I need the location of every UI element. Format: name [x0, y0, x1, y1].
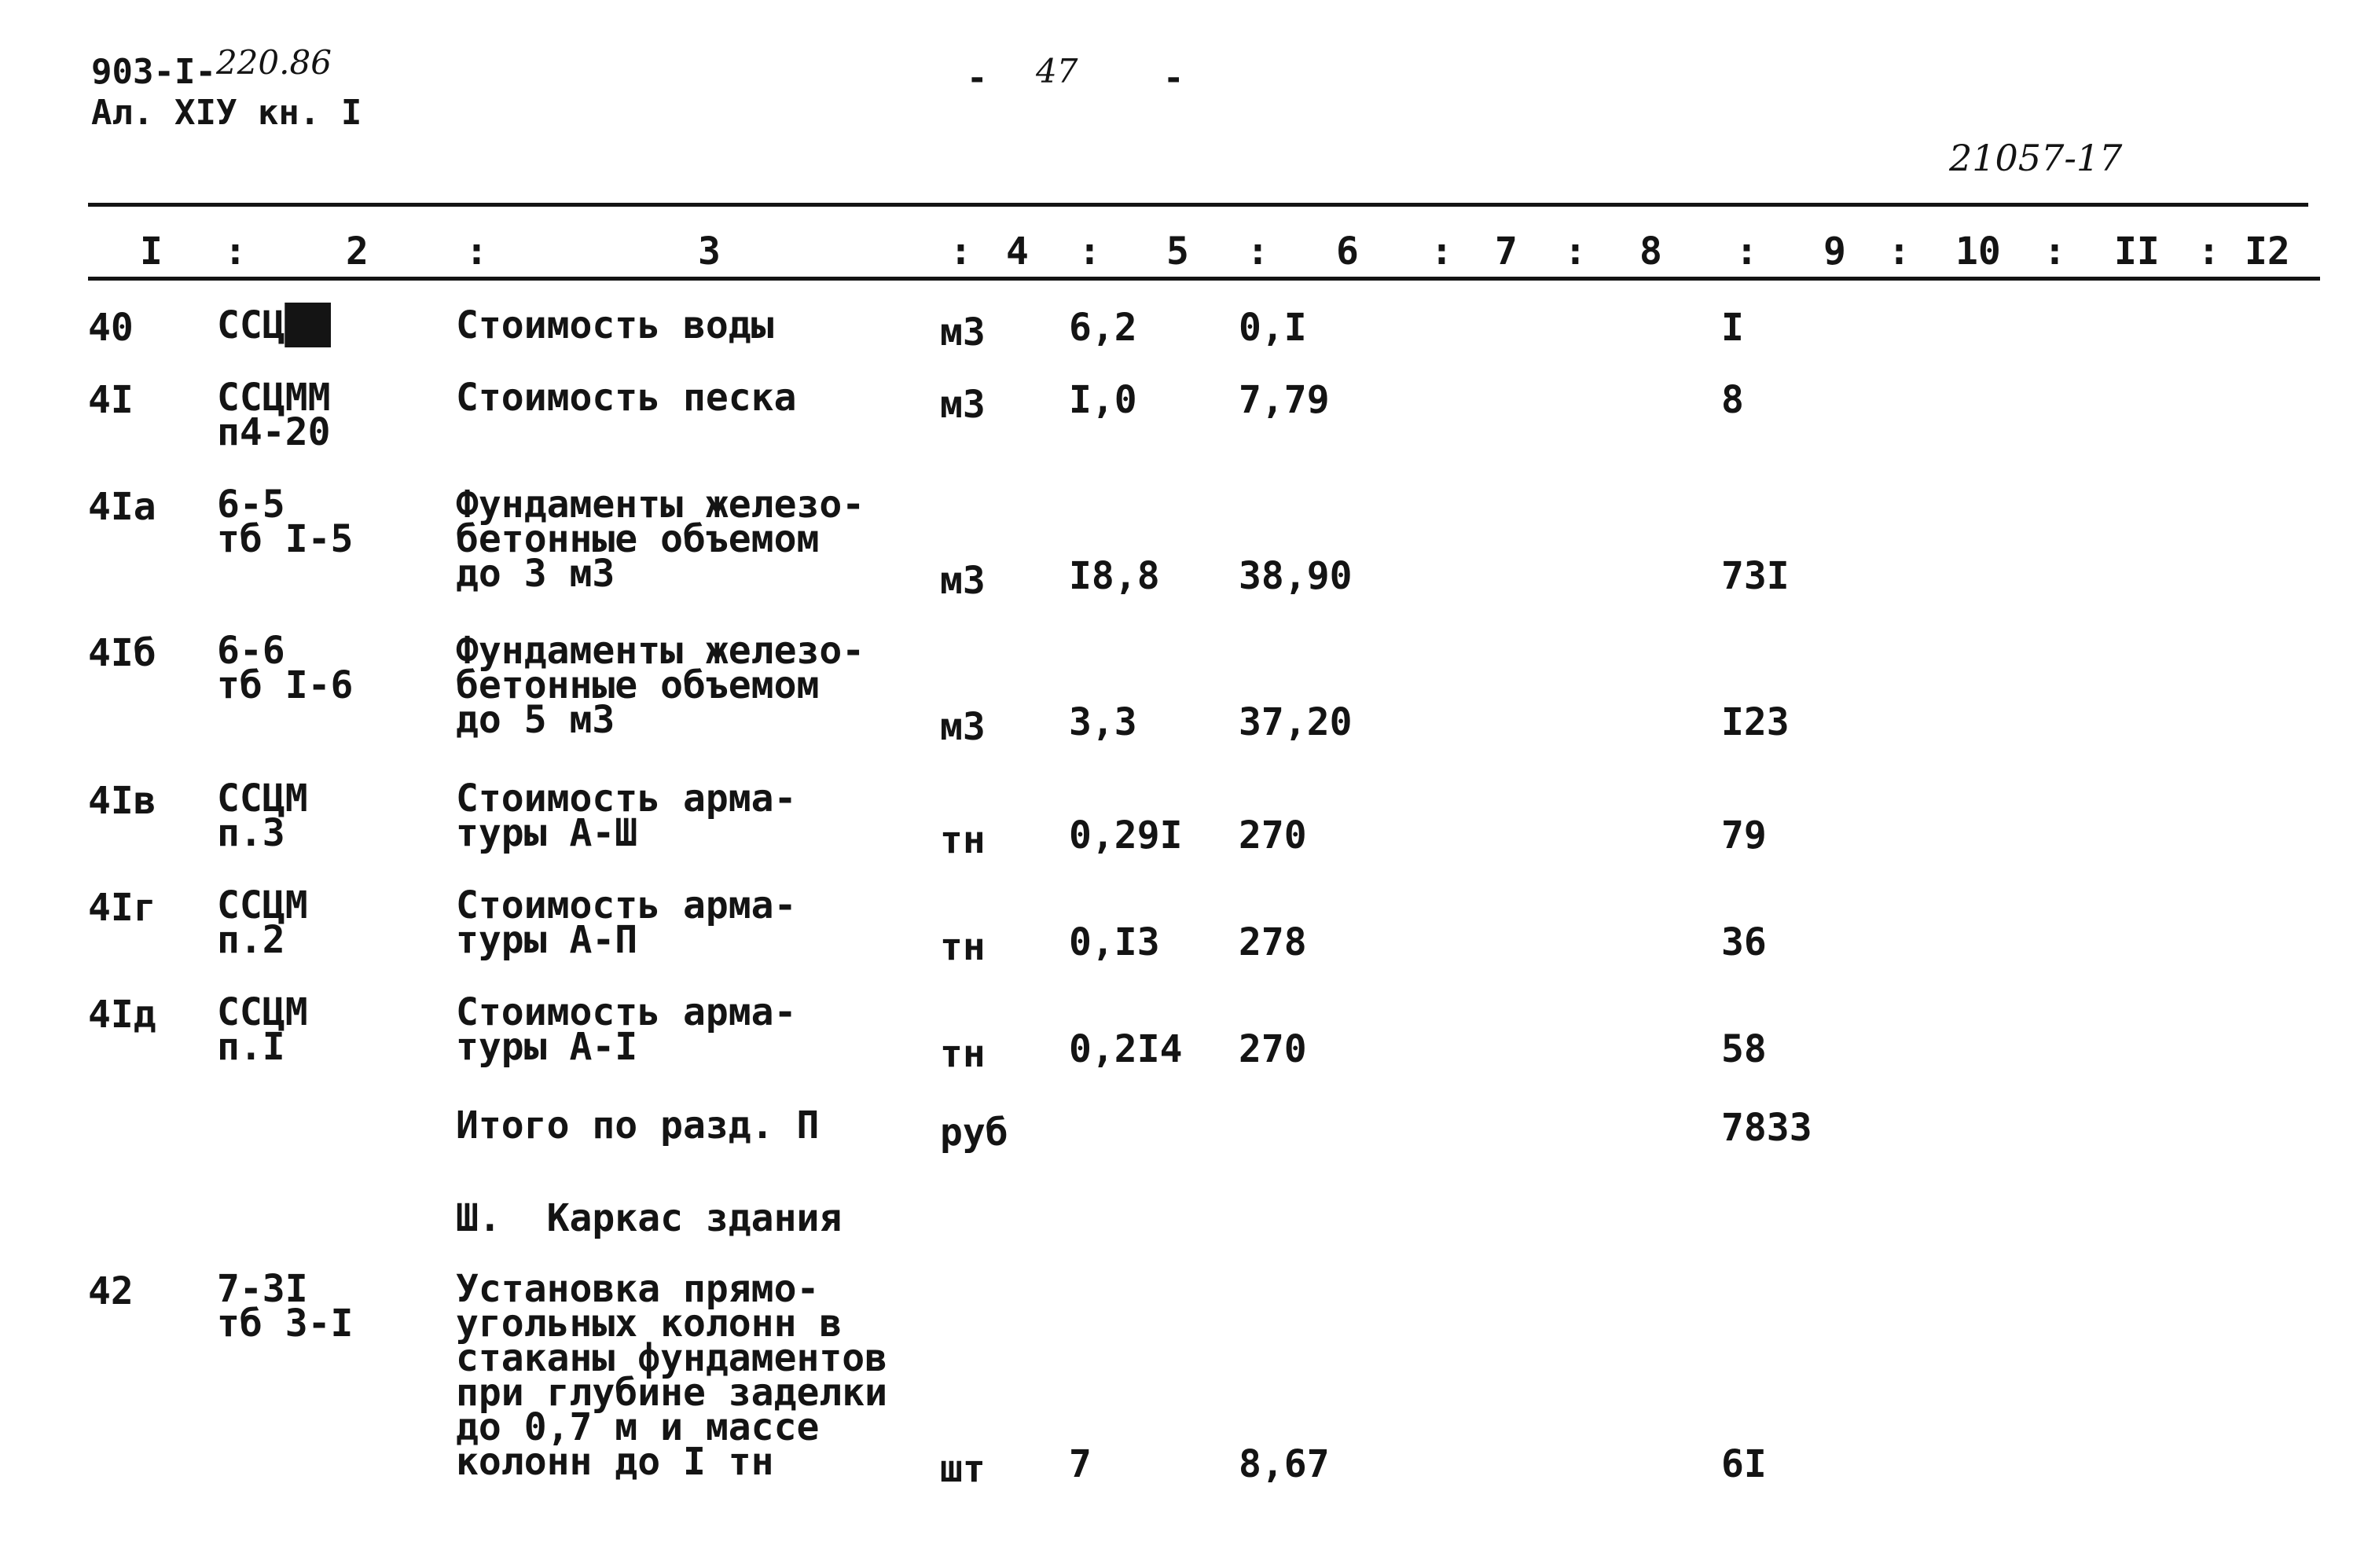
column-header-10: 10 [1955, 230, 2001, 274]
row-7-price: 270 [1239, 1027, 1307, 1071]
row-7-code: ССЦМ п.I [217, 990, 308, 1069]
row-7-qty: 0,2I4 [1069, 1027, 1183, 1071]
row-10-num: 42 [88, 1269, 134, 1313]
row-6-qty: 0,I3 [1069, 920, 1160, 964]
row-6-price: 278 [1239, 920, 1307, 964]
row-1-num: 40 [88, 306, 134, 350]
row-7-num: 4Iд [88, 993, 156, 1037]
row-1-code: ССЦ██ [217, 303, 331, 347]
column-separator: : [1078, 230, 1101, 274]
header-rule [88, 277, 2320, 281]
column-separator: : [465, 230, 488, 274]
column-header-9: 9 [1823, 230, 1846, 274]
row-4-total: I23 [1721, 700, 1790, 744]
column-separator: : [2197, 230, 2220, 274]
column-separator: : [224, 230, 247, 274]
row-2-num: 4I [88, 378, 134, 422]
row-3-unit: м3 [940, 559, 986, 603]
row-7-total: 58 [1721, 1027, 1767, 1071]
row-7-unit: тн [940, 1032, 986, 1076]
row-10-unit: шт [940, 1447, 986, 1491]
column-separator: : [1246, 230, 1269, 274]
doc-code-handwritten: 220.86 [215, 43, 332, 82]
row-6-code: ССЦМ п.2 [217, 883, 308, 962]
column-separator: : [1888, 230, 1911, 274]
column-header-11: II [2114, 230, 2160, 274]
row-10-price: 8,67 [1239, 1442, 1330, 1486]
row-4-code: 6-6 тб I-6 [217, 629, 354, 707]
page-number: 47 [1036, 52, 1078, 90]
row-8-total: 7833 [1721, 1106, 1812, 1150]
row-7-desc: Стоимость арма- туры А-I [456, 990, 797, 1069]
column-header-2: 2 [346, 230, 369, 274]
doc-code-prefix: 903-I- [91, 52, 216, 92]
column-header-7: 7 [1495, 230, 1518, 274]
row-10-qty: 7 [1069, 1442, 1092, 1486]
top-rule [88, 203, 2308, 207]
row-5-num: 4Iв [88, 779, 156, 823]
row-6-unit: тн [940, 925, 986, 969]
row-5-code: ССЦМ п.3 [217, 777, 308, 855]
row-5-unit: тн [940, 818, 986, 862]
row-4-unit: м3 [940, 705, 986, 749]
page-dash-left: - [967, 58, 988, 98]
row-8-unit: руб [940, 1111, 1008, 1155]
column-header-8: 8 [1639, 230, 1662, 274]
row-3-num: 4Iа [88, 485, 156, 529]
column-header-5: 5 [1166, 230, 1189, 274]
row-2-unit: м3 [940, 383, 986, 427]
column-header-12: I2 [2245, 230, 2290, 274]
row-1-unit: м3 [940, 310, 986, 354]
row-1-total: I [1721, 306, 1744, 350]
row-6-total: 36 [1721, 920, 1767, 964]
row-3-desc: Фундаменты железо- бетонные объемом до 3 м3 [456, 483, 865, 596]
row-3-total: 73I [1721, 554, 1790, 598]
column-header-1: I [140, 230, 163, 274]
row-4-qty: 3,3 [1069, 700, 1137, 744]
row-3-code: 6-5 тб I-5 [217, 483, 354, 561]
row-5-qty: 0,29I [1069, 813, 1183, 857]
row-10-code: 7-3I тб 3-I [217, 1267, 354, 1346]
sheet-code: 21057-17 [1949, 137, 2123, 179]
row-4-price: 37,20 [1239, 700, 1353, 744]
column-separator: : [1430, 230, 1453, 274]
row-2-desc: Стоимость песка [456, 376, 797, 420]
row-3-price: 38,90 [1239, 554, 1353, 598]
row-2-price: 7,79 [1239, 378, 1330, 422]
row-10-desc: Установка прямо- угольных колонн в стаканы фундаментов при глубине заделки до 0,7 м и массе колонн до I тн [456, 1267, 888, 1484]
row-5-total: 79 [1721, 813, 1767, 857]
row-2-total: 8 [1721, 378, 1744, 422]
column-separator: : [949, 230, 972, 274]
row-4-desc: Фундаменты железо- бетонные объемом до 5 м3 [456, 629, 865, 742]
row-8-desc: Итого по разд. П [456, 1103, 820, 1148]
row-6-num: 4Iг [88, 886, 156, 930]
page-dash-right: - [1163, 58, 1184, 98]
column-header-6: 6 [1336, 230, 1359, 274]
row-1-desc: Стоимость воды [456, 303, 774, 347]
album-label: Ал. XIУ кн. I [91, 93, 362, 133]
column-header-4: 4 [1006, 230, 1029, 274]
column-separator: : [1735, 230, 1758, 274]
row-9-desc: Ш. Каркас здания [456, 1196, 843, 1240]
row-3-qty: I8,8 [1069, 554, 1160, 598]
column-header-3: 3 [698, 230, 721, 274]
row-2-code: ССЦММ п4-20 [217, 376, 331, 454]
row-1-price: 0,I [1239, 306, 1307, 350]
column-separator: : [1564, 230, 1587, 274]
row-2-qty: I,0 [1069, 378, 1137, 422]
row-4-num: 4Iб [88, 631, 156, 675]
row-5-price: 270 [1239, 813, 1307, 857]
row-6-desc: Стоимость арма- туры А-П [456, 883, 797, 962]
row-10-total: 6I [1721, 1442, 1767, 1486]
column-separator: : [2043, 230, 2066, 274]
doc-code [91, 43, 332, 92]
row-1-qty: 6,2 [1069, 306, 1137, 350]
row-5-desc: Стоимость арма- туры А-Ш [456, 777, 797, 855]
